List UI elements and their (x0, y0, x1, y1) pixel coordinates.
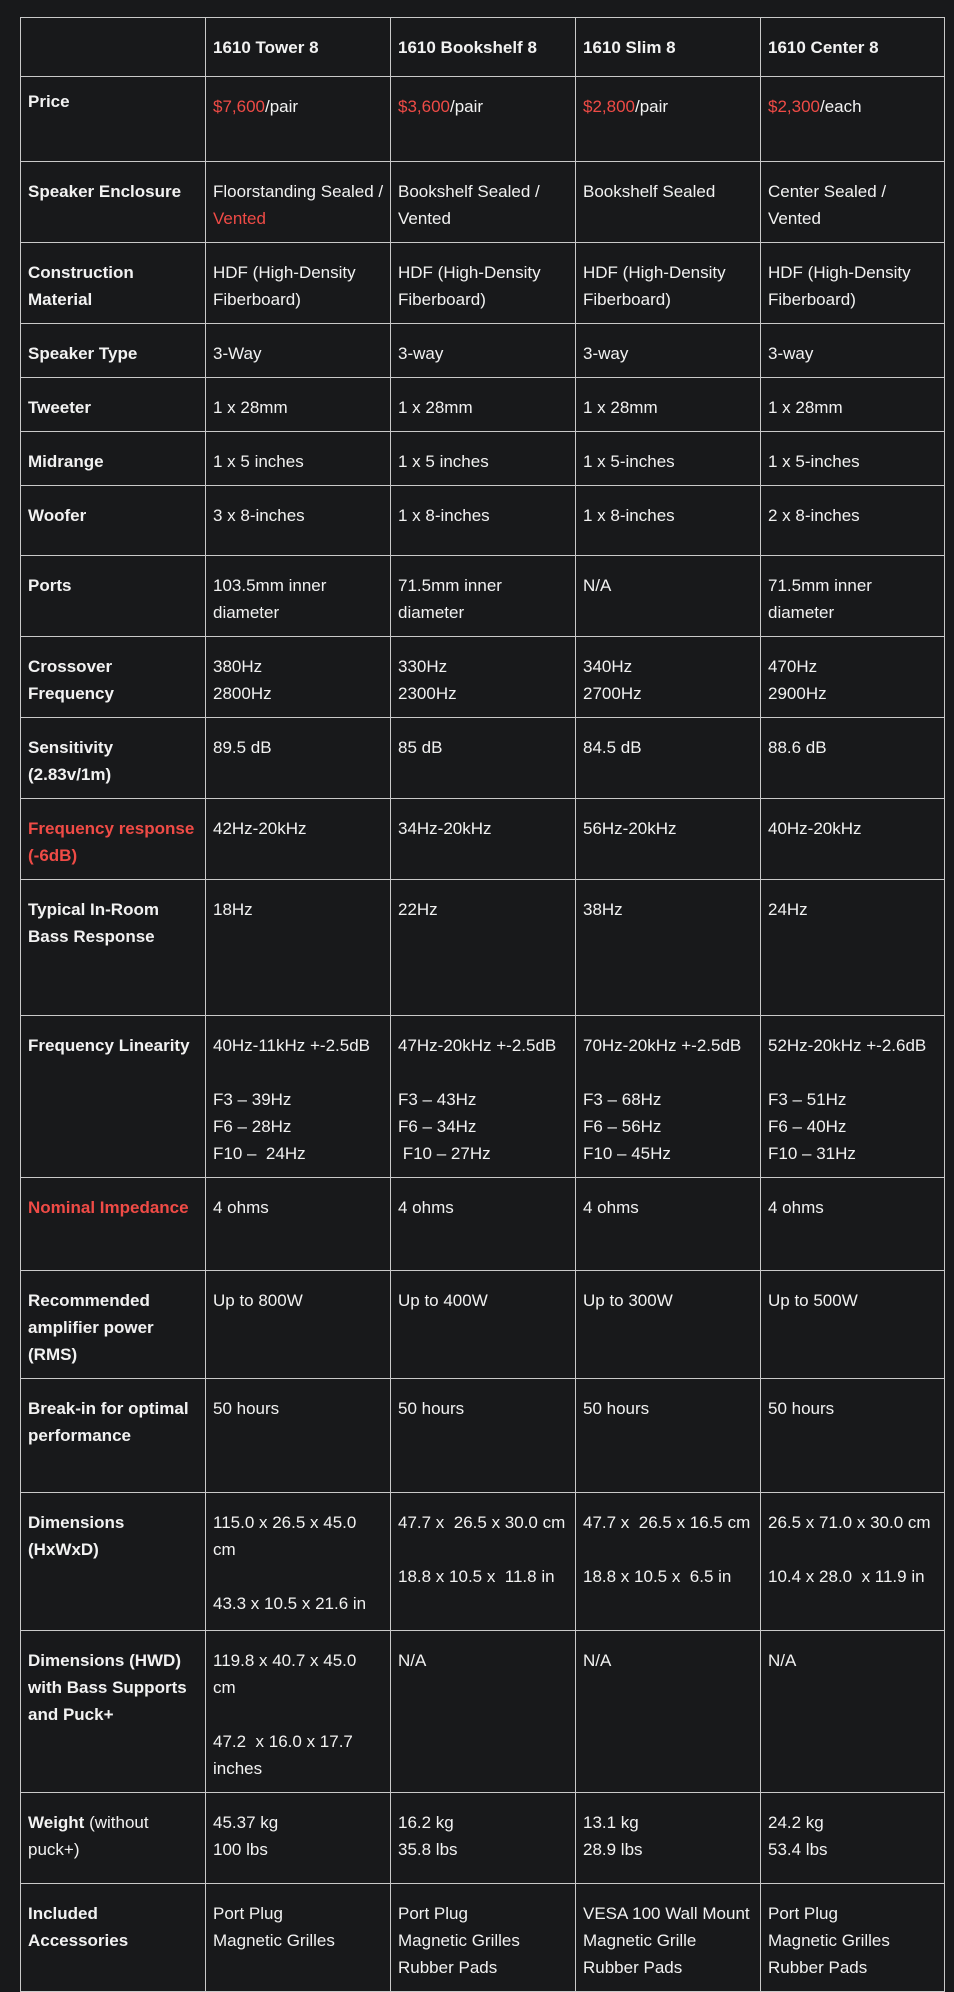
spec-cell (576, 556, 761, 637)
cell-line: 3-way (768, 344, 814, 363)
row-label (21, 1016, 206, 1178)
cell-line: 22Hz (398, 900, 438, 919)
cell-line: Magnetic Grilles (398, 1931, 520, 1950)
header-cell-center-8: 1610 Center 8 (761, 18, 945, 77)
cell-line: 3-Way (213, 344, 262, 363)
header-row (21, 18, 945, 77)
cell-line: 1 x 8-inches (398, 506, 490, 525)
cell-line: 85 dB (398, 738, 443, 757)
cell-line: Vented (398, 209, 451, 228)
cell-line: cm (213, 1678, 236, 1697)
speaker-spec-table (20, 17, 945, 1992)
cell-line: 2800Hz (213, 684, 272, 703)
cell-line: 2300Hz (398, 684, 457, 703)
spec-cell (761, 162, 945, 243)
row-label-line: Bass Response (28, 927, 155, 946)
spec-row-dimensions-hwd-with-bass-supports-and-puck (21, 1631, 945, 1793)
cell-line: 71.5mm inner (398, 576, 502, 595)
price-amount: $2,300 (768, 97, 820, 116)
spec-row-ports (21, 556, 945, 637)
cell-line: diameter (398, 603, 465, 622)
spec-cell (206, 1793, 391, 1884)
enclosure-highlight: Vented (213, 209, 266, 228)
cell-line: Rubber Pads (768, 1958, 868, 1977)
cell-line: 119.8 x 40.7 x 45.0 (213, 1651, 357, 1670)
row-label (21, 1271, 206, 1379)
row-label-line: (2.83v/1m) (28, 765, 112, 784)
spec-cell (206, 799, 391, 880)
price-unit: /each (820, 97, 862, 116)
spec-cell (761, 378, 945, 432)
cell-line: VESA 100 Wall Mount (583, 1904, 750, 1923)
cell-line: 340Hz (583, 657, 633, 676)
spec-cell (576, 880, 761, 1016)
cell-line: 70Hz-20kHz +-2.5dB (583, 1036, 742, 1055)
cell-line: 18Hz (213, 900, 253, 919)
row-label (21, 324, 206, 378)
row-label-line: Tweeter (28, 398, 91, 417)
row-label (21, 1793, 206, 1884)
spec-cell (761, 1884, 945, 1992)
cell-line: 24Hz (768, 900, 808, 919)
row-label (21, 637, 206, 718)
cell-line: F10 – 24Hz (213, 1144, 306, 1163)
cell-line: 115.0 x 26.5 x 45.0 (213, 1513, 357, 1532)
spec-cell (576, 1271, 761, 1379)
row-label-line: with Bass Supports (28, 1678, 187, 1697)
cell-line: 1 x 8-inches (583, 506, 675, 525)
cell-line: 2700Hz (583, 684, 642, 703)
cell-line: 1 x 28mm (768, 398, 843, 417)
cell-line: Rubber Pads (583, 1958, 683, 1977)
spec-cell (391, 486, 576, 556)
cell-line: 35.8 lbs (398, 1840, 458, 1859)
row-label-line: Dimensions (HxWxD) (28, 1513, 125, 1559)
spec-cell (391, 637, 576, 718)
spec-row-break-in-for-optimal-performance (21, 1379, 945, 1493)
spec-row-dimensions-hxwxd (21, 1493, 945, 1631)
spec-row-speaker-enclosure (21, 162, 945, 243)
spec-cell (391, 77, 576, 162)
cell-line: 3-way (583, 344, 629, 363)
cell-line: 1 x 28mm (213, 398, 288, 417)
cell-line (213, 1701, 384, 1728)
spec-cell (576, 162, 761, 243)
cell-line: 1 x 5 inches (398, 452, 489, 471)
cell-line: 18.8 x 10.5 x 6.5 in (583, 1567, 732, 1586)
spec-row-weight-without-puck (21, 1793, 945, 1884)
weight-label-bold: Weight (28, 1813, 90, 1832)
row-label-line (28, 1809, 199, 1836)
row-label (21, 799, 206, 880)
spec-cell (576, 243, 761, 324)
cell-line: Up to 800W (213, 1291, 303, 1310)
row-label (21, 1178, 206, 1271)
cell-line: 50 hours (768, 1399, 835, 1418)
cell-line: N/A (398, 1651, 427, 1670)
cell-line: F3 – 51Hz (768, 1090, 847, 1109)
spec-cell (206, 324, 391, 378)
cell-line: 88.6 dB (768, 738, 827, 757)
cell-line: Fiberboard) (213, 290, 301, 309)
spec-cell (391, 324, 576, 378)
cell-line: F6 – 40Hz (768, 1117, 847, 1136)
spec-cell (576, 486, 761, 556)
spec-row-speaker-type (21, 324, 945, 378)
cell-line: Bookshelf Sealed / (398, 182, 540, 201)
spec-cell (761, 1016, 945, 1178)
cell-line: 4 ohms (213, 1198, 269, 1217)
cell-line: Magnetic Grilles (213, 1931, 335, 1950)
spec-cell (206, 556, 391, 637)
cell-line: 2 x 8-inches (768, 506, 860, 525)
cell-line: 56Hz-20kHz (583, 819, 677, 838)
cell-line: 1 x 5 inches (213, 452, 304, 471)
spec-cell (761, 324, 945, 378)
cell-line: 100 lbs (213, 1840, 268, 1859)
price-unit: /pair (450, 97, 484, 116)
cell-line: 42Hz-20kHz (213, 819, 307, 838)
spec-cell (761, 880, 945, 1016)
cell-line: HDF (High-Density (583, 263, 726, 282)
spec-cell (576, 77, 761, 162)
row-label (21, 243, 206, 324)
row-label (21, 880, 206, 1016)
cell-line: cm (213, 1540, 236, 1559)
spec-row-woofer (21, 486, 945, 556)
cell-line: 40Hz-11kHz +-2.5dB (213, 1036, 371, 1055)
spec-cell (761, 1793, 945, 1884)
cell-line: 103.5mm inner (213, 576, 327, 595)
cell-line: 89.5 dB (213, 738, 272, 757)
spec-cell (576, 378, 761, 432)
cell-line: Center Sealed / (768, 182, 887, 201)
spec-table-wrapper (20, 17, 944, 1992)
price-unit: /pair (635, 97, 669, 116)
row-label-line: performance (28, 1426, 131, 1445)
cell-line: 38Hz (583, 900, 623, 919)
spec-cell (391, 378, 576, 432)
row-label-line: Speaker Type (28, 344, 138, 363)
spec-cell (391, 162, 576, 243)
cell-line: Port Plug (398, 1904, 468, 1923)
cell-line: 52Hz-20kHz +-2.6dB (768, 1036, 927, 1055)
cell-line: 47Hz-20kHz +-2.5dB (398, 1036, 557, 1055)
row-label-line: amplifier power (28, 1318, 154, 1337)
cell-line: 13.1 kg (583, 1813, 639, 1832)
spec-row-crossover-frequency (21, 637, 945, 718)
spec-cell (761, 1271, 945, 1379)
spec-cell (391, 1379, 576, 1493)
spec-cell (576, 718, 761, 799)
row-label-line: Recommended (28, 1291, 150, 1310)
row-label-line: Construction Material (28, 263, 134, 309)
cell-line: 47.2 x 16.0 x 17.7 (213, 1732, 353, 1751)
price-amount: $2,800 (583, 97, 635, 116)
spec-row-frequency-response-6db (21, 799, 945, 880)
spec-cell (576, 1793, 761, 1884)
spec-row-frequency-linearity (21, 1016, 945, 1178)
cell-line: 4 ohms (583, 1198, 639, 1217)
spec-cell (206, 77, 391, 162)
row-label-line: Sensitivity (28, 738, 114, 757)
row-label-line: Nominal Impedance (28, 1198, 189, 1217)
price-amount: $7,600 (213, 97, 265, 116)
spec-cell (206, 378, 391, 432)
cell-line: Fiberboard) (398, 290, 486, 309)
spec-cell (391, 1631, 576, 1793)
spec-cell (391, 1793, 576, 1884)
row-label (21, 1379, 206, 1493)
spec-cell (761, 243, 945, 324)
cell-line: N/A (768, 1651, 797, 1670)
spec-cell (391, 1493, 576, 1631)
cell-line (768, 1059, 938, 1086)
cell-line: 34Hz-20kHz (398, 819, 492, 838)
cell-line: F3 – 43Hz (398, 1090, 477, 1109)
header-cell-bookshelf-8: 1610 Bookshelf 8 (391, 18, 576, 77)
spec-cell (576, 432, 761, 486)
cell-line (583, 1059, 754, 1086)
cell-line: 28.9 lbs (583, 1840, 643, 1859)
cell-line: 84.5 dB (583, 738, 642, 757)
row-label-line: Dimensions (HWD) (28, 1651, 181, 1670)
spec-cell (761, 1379, 945, 1493)
cell-line: HDF (High-Density (398, 263, 541, 282)
cell-line: 2900Hz (768, 684, 827, 703)
spec-cell (576, 1379, 761, 1493)
cell-line: 380Hz (213, 657, 263, 676)
row-label-line: puck+) (28, 1840, 80, 1859)
cell-line: Magnetic Grille (583, 1931, 697, 1950)
cell-line: 45.37 kg (213, 1813, 279, 1832)
row-label (21, 1884, 206, 1992)
row-label-line: Midrange (28, 452, 104, 471)
spec-row-tweeter (21, 378, 945, 432)
spec-row-price (21, 77, 945, 162)
row-label-line: (-6dB) (28, 846, 78, 865)
spec-cell (576, 1631, 761, 1793)
cell-line: Up to 300W (583, 1291, 673, 1310)
spec-cell (761, 1631, 945, 1793)
cell-line: F10 – 27Hz (398, 1144, 491, 1163)
cell-line: Fiberboard) (583, 290, 671, 309)
cell-line: 330Hz (398, 657, 448, 676)
cell-line: Bookshelf Sealed (583, 182, 716, 201)
cell-line: F6 – 34Hz (398, 1117, 477, 1136)
row-label (21, 718, 206, 799)
spec-cell (761, 1178, 945, 1271)
spec-cell (206, 637, 391, 718)
row-label-line: Frequency response (28, 819, 195, 838)
cell-line: 4 ohms (768, 1198, 824, 1217)
cell-line: 47.7 x 26.5 x 16.5 cm (583, 1513, 751, 1532)
cell-line: 71.5mm inner (768, 576, 872, 595)
row-label-line: Crossover Frequency (28, 657, 114, 703)
cell-line: 1 x 28mm (398, 398, 473, 417)
cell-line: Fiberboard) (768, 290, 856, 309)
spec-cell (206, 718, 391, 799)
spec-cell (761, 77, 945, 162)
spec-cell (576, 799, 761, 880)
spec-cell (761, 486, 945, 556)
cell-line: Port Plug (768, 1904, 838, 1923)
spec-cell (206, 1884, 391, 1992)
spec-cell (206, 1493, 391, 1631)
cell-line: 1 x 28mm (583, 398, 658, 417)
row-label-line: Frequency Linearity (28, 1036, 190, 1055)
cell-line: F3 – 68Hz (583, 1090, 662, 1109)
spec-cell (576, 1016, 761, 1178)
spec-cell (391, 432, 576, 486)
price-unit: /pair (265, 97, 299, 116)
cell-line (398, 1536, 569, 1563)
spec-cell (206, 1016, 391, 1178)
spec-row-nominal-impedance (21, 1178, 945, 1271)
spec-cell (576, 324, 761, 378)
row-label (21, 556, 206, 637)
cell-line: Up to 500W (768, 1291, 858, 1310)
row-label-line: Typical In-Room (28, 900, 159, 919)
cell-line: diameter (213, 603, 280, 622)
enclosure-text: Floorstanding Sealed / (213, 182, 384, 201)
spec-cell (206, 1631, 391, 1793)
header-cell-tower-8: 1610 Tower 8 (206, 18, 391, 77)
row-label-line: Speaker Enclosure (28, 182, 182, 201)
cell-line: 50 hours (583, 1399, 650, 1418)
cell-line: 26.5 x 71.0 x 30.0 cm (768, 1513, 931, 1532)
spec-cell (391, 799, 576, 880)
cell-line (398, 1059, 569, 1086)
row-label (21, 432, 206, 486)
spec-table-body (21, 18, 945, 1992)
cell-line: Vented (768, 209, 821, 228)
cell-line (213, 1563, 384, 1590)
spec-cell (391, 718, 576, 799)
cell-line: diameter (768, 603, 835, 622)
cell-line: F10 – 31Hz (768, 1144, 856, 1163)
row-label (21, 486, 206, 556)
cell-line: 1 x 5-inches (768, 452, 860, 471)
cell-line: Rubber Pads (398, 1958, 498, 1977)
row-label-line: Break-in for optimal (28, 1399, 189, 1418)
price-amount: $3,600 (398, 97, 450, 116)
spec-cell (391, 880, 576, 1016)
cell-line: 470Hz (768, 657, 818, 676)
spec-row-sensitivity-2-83v-1m (21, 718, 945, 799)
spec-cell (391, 1016, 576, 1178)
spec-cell (206, 432, 391, 486)
spec-cell (576, 1884, 761, 1992)
row-label-line: Ports (28, 576, 72, 595)
spec-row-included-accessories (21, 1884, 945, 1992)
cell-line: F6 – 56Hz (583, 1117, 662, 1136)
spec-cell (761, 432, 945, 486)
cell-line: 3 x 8-inches (213, 506, 305, 525)
header-cell-corner (21, 18, 206, 77)
weight-label-note: (without (89, 1813, 149, 1832)
spec-cell (391, 1178, 576, 1271)
spec-cell (761, 637, 945, 718)
row-label (21, 1631, 206, 1793)
row-label (21, 1493, 206, 1631)
cell-line: 50 hours (398, 1399, 465, 1418)
cell-line: 47.7 x 26.5 x 30.0 cm (398, 1513, 566, 1532)
cell-line: 1 x 5-inches (583, 452, 675, 471)
cell-line: HDF (High-Density (213, 263, 356, 282)
spec-cell (391, 1884, 576, 1992)
spec-row-midrange (21, 432, 945, 486)
cell-line: 53.4 lbs (768, 1840, 828, 1859)
cell-line: HDF (High-Density (768, 263, 911, 282)
cell-line (213, 1059, 384, 1086)
row-label (21, 378, 206, 432)
cell-line: N/A (583, 1651, 612, 1670)
cell-line (768, 1536, 938, 1563)
cell-line (583, 1536, 754, 1563)
cell-line: 4 ohms (398, 1198, 454, 1217)
spec-cell (206, 243, 391, 324)
spec-cell (576, 637, 761, 718)
spec-cell (391, 1271, 576, 1379)
spec-cell (206, 162, 391, 243)
cell-line: 43.3 x 10.5 x 21.6 in (213, 1594, 367, 1613)
spec-cell (761, 556, 945, 637)
spec-cell (206, 1178, 391, 1271)
spec-row-construction-material (21, 243, 945, 324)
row-label-line: Woofer (28, 506, 87, 525)
cell-line: 18.8 x 10.5 x 11.8 in (398, 1567, 555, 1586)
cell-line: Up to 400W (398, 1291, 488, 1310)
cell-line: Port Plug (213, 1904, 283, 1923)
spec-row-typical-in-room-bass-response (21, 880, 945, 1016)
spec-cell (576, 1493, 761, 1631)
row-label (21, 162, 206, 243)
spec-cell (206, 486, 391, 556)
cell-line: Magnetic Grilles (768, 1931, 890, 1950)
row-label-line: Included Accessories (28, 1904, 129, 1950)
cell-line: inches (213, 1759, 263, 1778)
spec-cell (206, 1379, 391, 1493)
cell-line: 24.2 kg (768, 1813, 824, 1832)
cell-line: F3 – 39Hz (213, 1090, 292, 1109)
row-label-line: and Puck+ (28, 1705, 114, 1724)
spec-cell (761, 718, 945, 799)
spec-cell (391, 556, 576, 637)
spec-cell (391, 243, 576, 324)
spec-cell (761, 1493, 945, 1631)
row-label-line: (RMS) (28, 1345, 78, 1364)
row-label (21, 77, 206, 162)
cell-line: 50 hours (213, 1399, 280, 1418)
cell-line: F6 – 28Hz (213, 1117, 292, 1136)
cell-line: 40Hz-20kHz (768, 819, 862, 838)
spec-cell (761, 799, 945, 880)
row-label-line: Price (28, 92, 70, 111)
spec-cell (206, 1271, 391, 1379)
spec-cell (576, 1178, 761, 1271)
cell-line: N/A (583, 576, 612, 595)
cell-line: F10 – 45Hz (583, 1144, 671, 1163)
cell-line: 3-way (398, 344, 444, 363)
header-cell-slim-8: 1610 Slim 8 (576, 18, 761, 77)
spec-cell (206, 880, 391, 1016)
cell-line: 16.2 kg (398, 1813, 454, 1832)
cell-line: 10.4 x 28.0 x 11.9 in (768, 1567, 925, 1586)
spec-row-recommended-amplifier-power-rms (21, 1271, 945, 1379)
